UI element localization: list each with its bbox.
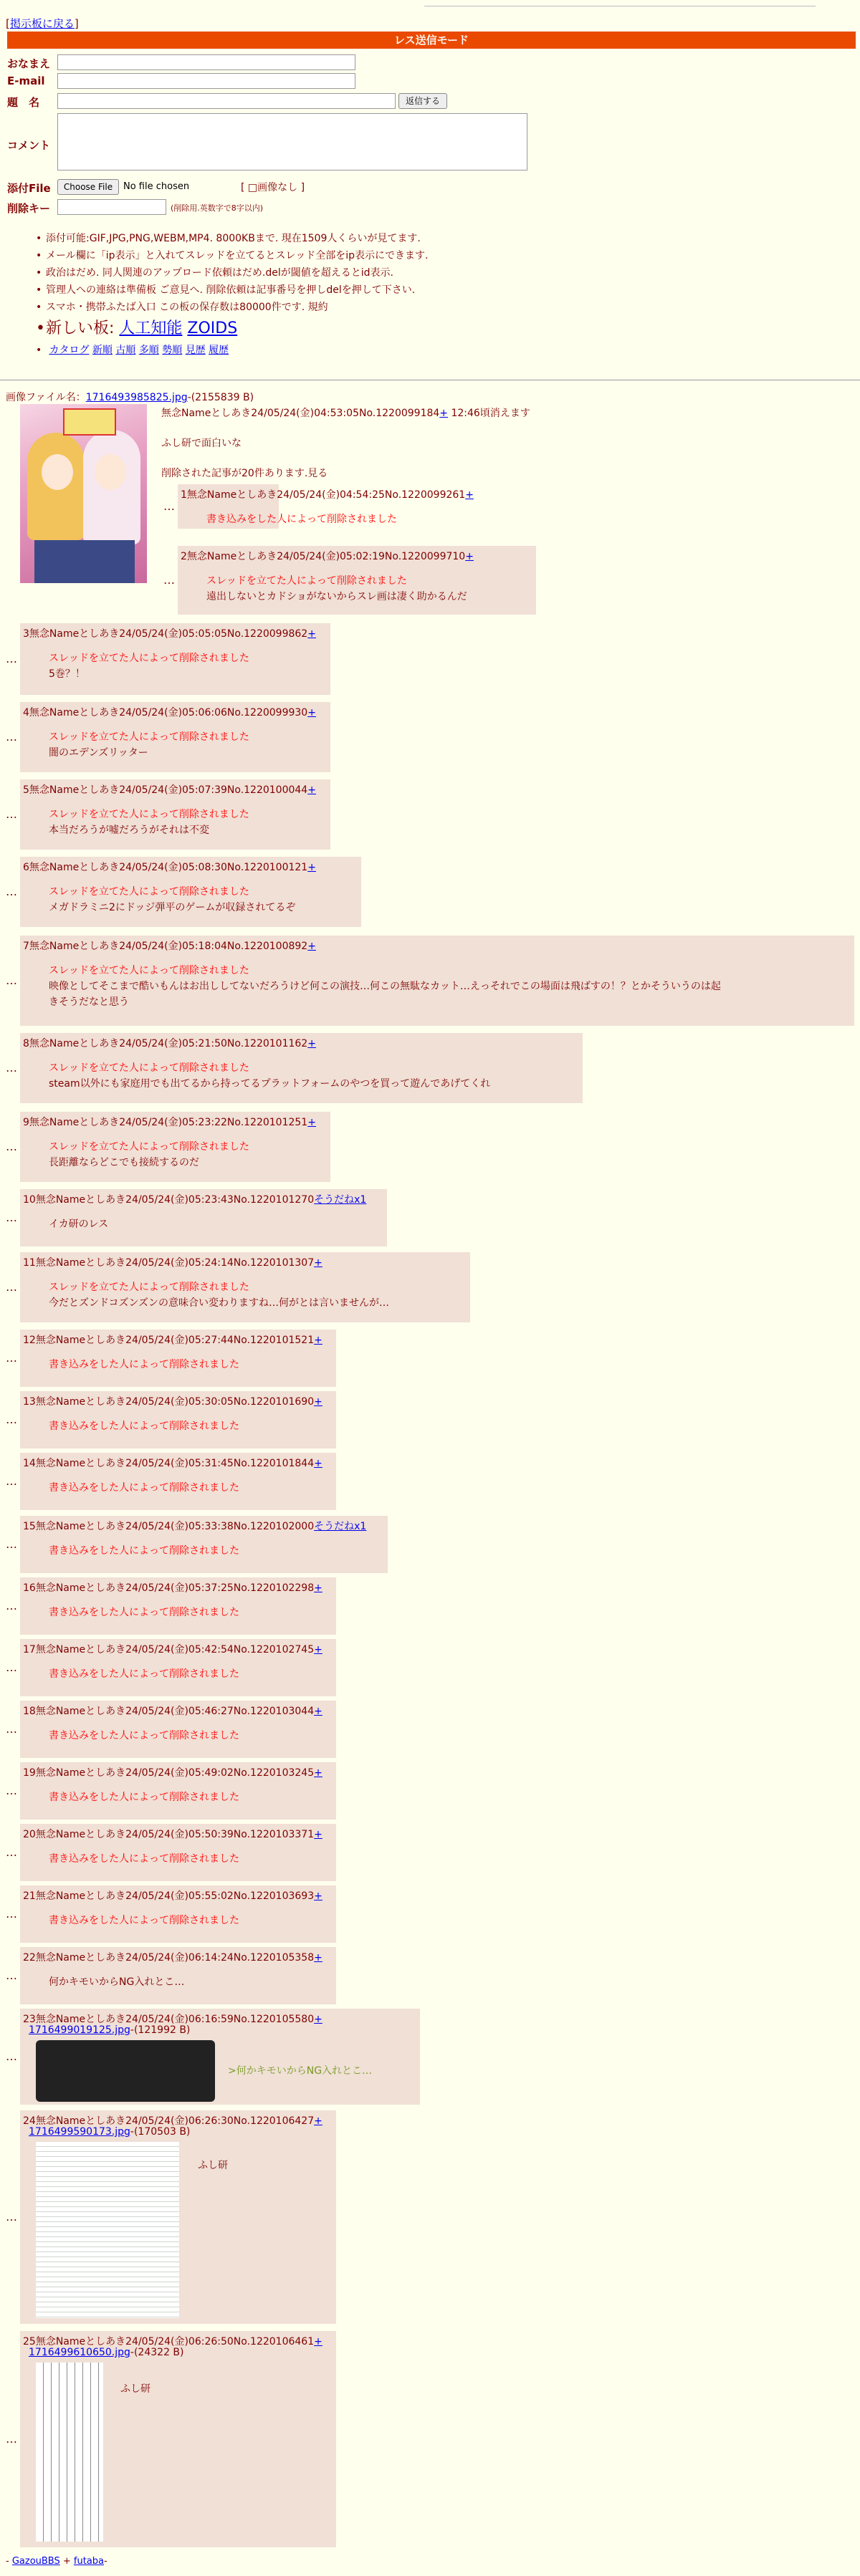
reply-number: 1	[181, 489, 187, 501]
reply-post	[20, 1885, 336, 1943]
reply-meta: 無念Nameとしあき24/05/24(金)05:06:06No.1220099930	[29, 707, 308, 719]
reply-plus-link[interactable]: +	[307, 628, 316, 640]
reply-header	[23, 2334, 322, 2348]
expire-time: 12:46頃消えます	[451, 408, 530, 419]
op-plus-link[interactable]: +	[439, 408, 449, 419]
submit-button[interactable]: 返信する	[398, 93, 447, 109]
reply-file-link[interactable]: 1716499590173.jpg	[29, 2126, 130, 2138]
subject-input[interactable]	[57, 93, 396, 109]
reply-plus-link[interactable]: +	[307, 707, 316, 719]
reply-number: 19	[23, 1767, 36, 1779]
deleted-notice: スレッドを立てた人によって削除されました	[49, 1141, 249, 1153]
reply-plus-link[interactable]: +	[314, 1644, 322, 1655]
deleted-notice: スレッドを立てた人によって削除されました	[49, 809, 249, 820]
reply-meta: 無念Nameとしあき24/05/24(金)05:27:44No.1220101521	[35, 1335, 315, 1346]
reply-plus-link[interactable]: +	[314, 2014, 322, 2025]
reply-number: 11	[23, 1257, 36, 1269]
reply-post	[20, 1112, 330, 1182]
file-status: No file chosen	[123, 181, 190, 192]
op-body: ふし研で面白いな	[161, 438, 242, 449]
reply-plus-link[interactable]: +	[314, 1890, 322, 1902]
reply-plus-link[interactable]: +	[314, 2115, 322, 2127]
reply-number: 15	[23, 1521, 36, 1532]
reply-file-size: -(170503 B)	[130, 2126, 191, 2138]
reply-ellipsis: …	[6, 974, 17, 987]
deleted-notice: 書き込みをした人によって削除されました	[49, 1607, 239, 1618]
reply-post	[20, 2331, 336, 2547]
sodane-link[interactable]: そうだねx1	[314, 1194, 367, 1206]
reply-header	[23, 1332, 322, 1347]
reply-post	[20, 1252, 470, 1322]
history-link[interactable]: 履歴	[209, 345, 229, 356]
reply-plus-link[interactable]: +	[314, 1257, 322, 1269]
reply-ellipsis: …	[6, 1722, 17, 1736]
reply-header	[23, 1456, 322, 1470]
deleted-notice: 書き込みをした人によって削除されました	[49, 1792, 239, 1803]
sort-new-link[interactable]: 新順	[92, 345, 113, 356]
reply-post	[20, 1577, 336, 1635]
reply-file-size: -(121992 B)	[130, 2024, 191, 2036]
reply-text: steam以外にも家庭用でも出てるから持ってるプラットフォームのやつを買って遊んであげてくれ	[49, 1078, 491, 1090]
deleted-notice: スレッドを立てた人によって削除されました	[206, 575, 407, 587]
reply-meta: 無念Nameとしあき24/05/24(金)05:49:02No.1220103245	[35, 1767, 315, 1779]
reply-ellipsis: …	[6, 885, 17, 898]
deleted-notice: スレッドを立てた人によって削除されました	[49, 886, 249, 898]
reply-post	[20, 1639, 336, 1696]
reply-text: 本当だろうが嘘だろうがそれは不変	[49, 825, 209, 836]
reply-meta: 無念Nameとしあき24/05/24(金)05:31:45No.1220101844	[35, 1458, 315, 1469]
reply-header	[23, 1703, 322, 1718]
reply-plus-link[interactable]: +	[314, 2336, 322, 2347]
reply-ellipsis: …	[6, 1061, 17, 1075]
sort-many-link[interactable]: 多順	[138, 345, 159, 356]
reply-header	[23, 626, 316, 640]
reply-file-link[interactable]: 1716499019125.jpg	[29, 2024, 130, 2036]
reply-number: 13	[23, 1396, 36, 1408]
deleted-notice: 書き込みをした人によって削除されました	[206, 514, 397, 525]
deleted-notice: 書き込みをした人によって削除されました	[49, 1915, 239, 1926]
reply-post	[20, 1391, 336, 1448]
reply-meta: 無念Nameとしあき24/05/24(金)05:08:30No.1220100121	[29, 862, 308, 873]
reply-post	[20, 936, 854, 1026]
reply-text: 何かキモいからNG入れとこ…	[49, 1976, 185, 1988]
reply-header	[23, 1394, 322, 1408]
reply-post	[20, 1762, 336, 1820]
reply-post	[20, 1189, 387, 1246]
reply-header	[181, 549, 474, 563]
delete-key-label: 削除キー	[7, 202, 51, 215]
reply-number: 16	[23, 1582, 36, 1594]
reply-post	[20, 857, 361, 927]
deleted-notice: 書き込みをした人によって削除されました	[49, 1853, 239, 1865]
reply-number: 23	[23, 2014, 36, 2025]
reply-number: 9	[23, 1117, 29, 1128]
deleted-notice: スレッドを立てた人によって削除されました	[49, 1062, 249, 1074]
reply-ellipsis: …	[6, 1599, 17, 1613]
reply-plus-link[interactable]: +	[314, 1582, 322, 1594]
op-file-line: 画像ファイル名：1716493985825.jpg-(2155839 B)	[6, 392, 254, 403]
reply-mode-bar: レス送信モード	[7, 32, 856, 49]
reply-ellipsis: …	[6, 2432, 17, 2446]
reply-meta: 無念Nameとしあき24/05/24(金)06:26:30No.1220106427	[35, 2115, 315, 2127]
reply-file-link[interactable]: 1716499610650.jpg	[29, 2347, 130, 2358]
reply-meta: 無念Nameとしあき24/05/24(金)05:05:05No.1220099862	[29, 628, 308, 640]
reply-post	[178, 546, 536, 615]
reply-header	[23, 1192, 366, 1206]
reply-file-line	[29, 2024, 190, 2036]
sort-old-link[interactable]: 古順	[115, 345, 136, 356]
reply-post	[20, 1516, 388, 1573]
note-item: • 添付可能:GIF,JPG,PNG,WEBM,MP4. 8000KBまで. 現在1509人くらいが見てます.	[36, 233, 421, 244]
op-header: 無念Nameとしあき24/05/24(金)04:53:05No.1220099184+ 12:46頃消えます	[161, 408, 530, 419]
reply-header	[23, 1888, 322, 1903]
reply-meta: 無念Nameとしあき24/05/24(金)05:33:38No.1220102000	[35, 1521, 315, 1532]
reply-meta: 無念Nameとしあき24/05/24(金)06:14:24No.1220105358	[35, 1952, 315, 1964]
reply-plus-link[interactable]: +	[465, 489, 474, 501]
deleted-notice: 書き込みをした人によって削除されました	[49, 1730, 239, 1741]
board-link-zoids[interactable]: ZOIDS	[187, 319, 238, 337]
reply-number: 3	[23, 628, 29, 640]
op-file-link[interactable]: 1716493985825.jpg	[85, 392, 188, 403]
reply-number: 4	[23, 707, 29, 719]
reply-meta: 無念Nameとしあき24/05/24(金)05:55:02No.1220103693	[35, 1890, 315, 1902]
reply-ellipsis: …	[6, 807, 17, 821]
reply-ellipsis: …	[6, 1211, 17, 1224]
reply-header	[181, 487, 474, 501]
catalog-link[interactable]: カタログ	[49, 345, 90, 356]
reply-file-size: -(24322 B)	[130, 2347, 184, 2358]
reply-header	[23, 782, 316, 797]
reply-post	[20, 1330, 336, 1387]
reply-header	[23, 1115, 316, 1129]
reply-post	[20, 1033, 583, 1103]
reply-header	[23, 1255, 322, 1269]
reply-ellipsis: …	[6, 1784, 17, 1797]
reply-meta: 無念Nameとしあき24/05/24(金)05:30:05No.1220101690	[35, 1396, 315, 1408]
reply-ellipsis: …	[6, 2049, 17, 2063]
board-link-ai[interactable]: 人工知能	[119, 319, 183, 337]
reply-number: 21	[23, 1890, 36, 1902]
reply-thumbnail[interactable]	[36, 2142, 179, 2318]
reply-number: 14	[23, 1458, 36, 1469]
futaba-link[interactable]: futaba	[73, 2556, 105, 2567]
board-notes	[36, 232, 824, 361]
reply-text: ふし研	[198, 2160, 228, 2171]
reply-text: 今だとズンドコズンズンの意味合い変わりますね…何がとは言いませんが…	[49, 1297, 390, 1309]
note-item: • メール欄に「ip表示」と入れてスレッドを立てるとスレッド全部をip表示にできます.	[36, 250, 429, 261]
deleted-notice: スレッドを立てた人によって削除されました	[49, 653, 249, 664]
reply-number: 10	[23, 1194, 36, 1206]
reply-ellipsis: …	[6, 1969, 17, 1982]
reply-ellipsis: …	[6, 1280, 17, 1294]
choose-file-button[interactable]: Choose File	[57, 179, 119, 195]
no-image-checkbox[interactable]: [ □画像なし ]	[241, 182, 305, 193]
reply-text: 長距離ならどこでも接続するのだ	[49, 1157, 199, 1168]
reply-number: 5	[23, 784, 29, 796]
reply-header	[23, 2012, 322, 2026]
reply-plus-link[interactable]: +	[314, 1767, 322, 1779]
op-post	[161, 405, 530, 480]
viewed-history-link[interactable]: 見歴	[185, 345, 206, 356]
deleted-notice: スレッドを立てた人によって削除されました	[49, 965, 249, 976]
reply-header	[23, 860, 316, 874]
reply-ellipsis: …	[163, 499, 175, 513]
new-board-line: •新しい板: 人工知能 ZOIDS	[36, 319, 238, 337]
reply-number: 17	[23, 1644, 36, 1655]
reply-text: 5巻？！	[49, 668, 85, 680]
email-label: E-mail	[7, 75, 45, 87]
reply-ellipsis: …	[6, 1351, 17, 1365]
name-label: おなまえ	[7, 57, 51, 70]
reply-meta: 無念Nameとしあき24/05/24(金)05:21:50No.1220101162	[29, 1038, 308, 1049]
reply-meta: 無念Nameとしあき24/05/24(金)05:07:39No.1220100044	[29, 784, 308, 796]
reply-number: 12	[23, 1335, 36, 1346]
reply-number: 20	[23, 1829, 36, 1840]
reply-file-line	[29, 2347, 184, 2358]
reply-post	[20, 623, 330, 695]
delete-key-input[interactable]	[57, 199, 166, 215]
reply-text: メガドラミニ2にドッジ弾平のゲームが収録されてるぞ	[49, 902, 296, 913]
reply-meta: 無念Nameとしあき24/05/24(金)05:23:22No.1220101251	[29, 1117, 308, 1128]
name-input[interactable]	[57, 54, 355, 70]
reply-meta: 無念Nameとしあき24/05/24(金)05:42:54No.1220102745	[35, 1644, 315, 1655]
reply-plus-link[interactable]: +	[314, 1829, 322, 1840]
reply-ellipsis: …	[6, 730, 17, 744]
deleted-notice: スレッドを立てた人によって削除されました	[49, 1282, 249, 1293]
reply-thumbnail[interactable]	[36, 2040, 215, 2102]
comment-textarea[interactable]	[57, 113, 527, 170]
reply-file-line	[29, 2126, 190, 2138]
deleted-posts-note[interactable]: 削除された記事が20件あります.見る	[161, 468, 328, 479]
reply-plus-link[interactable]: +	[465, 551, 474, 562]
reply-plus-link[interactable]: +	[314, 1952, 322, 1964]
reply-header	[23, 1519, 366, 1533]
reply-plus-link[interactable]: +	[307, 1117, 316, 1128]
reply-meta: 無念Nameとしあき24/05/24(金)05:50:39No.1220103371	[35, 1829, 315, 1840]
back-to-board-link[interactable]: 掲示板に戻る	[9, 17, 75, 30]
reply-plus-link[interactable]: +	[307, 941, 316, 952]
reply-number: 18	[23, 1706, 36, 1717]
reply-post	[178, 484, 474, 529]
reply-plus-link[interactable]: +	[314, 1396, 322, 1408]
reply-ellipsis: …	[6, 2210, 17, 2224]
reply-header	[23, 938, 316, 953]
comment-label: コメント	[7, 139, 51, 152]
email-input[interactable]	[57, 73, 355, 89]
sort-momentum-link[interactable]: 勢順	[162, 345, 183, 356]
reply-post	[20, 2110, 336, 2324]
reply-header	[23, 1765, 322, 1779]
reply-ellipsis: …	[6, 1845, 17, 1859]
reply-meta: 無念Nameとしあき24/05/24(金)06:16:59No.1220105580	[35, 2014, 315, 2025]
deleted-notice: 書き込みをした人によって削除されました	[49, 1482, 239, 1494]
note-item[interactable]: • 管理人への連絡は準備板 ご意見へ. 削除依頼は記事番号を押しdelを押して下さい.	[36, 284, 416, 296]
reply-number: 2	[181, 551, 187, 562]
reply-plus-link[interactable]: +	[314, 1335, 322, 1346]
reply-meta: 無念Nameとしあき24/05/24(金)05:23:43No.1220101270	[35, 1194, 315, 1206]
delete-key-hint: (削除用.英数字で8字以内)	[171, 203, 264, 213]
reply-ellipsis: …	[6, 1140, 17, 1153]
reply-header	[23, 1580, 322, 1595]
reply-number: 6	[23, 862, 29, 873]
deleted-notice: スレッドを立てた人によって削除されました	[49, 731, 249, 743]
reply-number: 7	[23, 941, 29, 952]
reply-text: 闇のエデンズリッター	[49, 747, 148, 759]
sodane-link[interactable]: そうだねx1	[314, 1521, 367, 1532]
reply-ellipsis: …	[6, 1661, 17, 1674]
reply-header	[23, 1036, 316, 1050]
reply-header	[23, 705, 316, 719]
reply-post	[20, 702, 330, 772]
reply-ellipsis: …	[163, 573, 175, 587]
reply-text: イカ研のレス	[49, 1219, 109, 1230]
reply-post	[20, 1947, 336, 2004]
reply-post	[20, 779, 330, 850]
reply-text: 遠出しないとカドショがないからスレ画は凄く助かるんだ	[206, 591, 467, 602]
file-label: 添付File	[7, 182, 51, 195]
reply-post	[20, 1701, 336, 1758]
reply-ellipsis: …	[6, 1413, 17, 1426]
reply-number: 8	[23, 1038, 29, 1049]
reply-number: 22	[23, 1952, 36, 1964]
reply-meta: 無念Nameとしあき24/05/24(金)04:54:25No.1220099261	[186, 489, 466, 501]
reply-post	[20, 1824, 336, 1881]
reply-ellipsis: …	[6, 652, 17, 665]
reply-number: 25	[23, 2336, 36, 2347]
reply-text: きそうだなと思う	[49, 996, 129, 1008]
reply-plus-link[interactable]: +	[307, 862, 316, 873]
reply-plus-link[interactable]: +	[307, 1038, 316, 1049]
back-link-wrap: [掲示板に戻る]	[6, 17, 79, 30]
reply-plus-link[interactable]: +	[307, 784, 316, 796]
reply-text: ふし研	[120, 2383, 150, 2395]
reply-meta: 無念Nameとしあき24/05/24(金)05:18:04No.1220100892	[29, 941, 308, 952]
reply-ellipsis: …	[6, 1474, 17, 1488]
reply-meta: 無念Nameとしあき24/05/24(金)05:46:27No.1220103044	[35, 1706, 315, 1717]
reply-number: 24	[23, 2115, 36, 2127]
deleted-notice: 書き込みをした人によって削除されました	[49, 1359, 239, 1370]
reply-plus-link[interactable]: +	[314, 1458, 322, 1469]
deleted-notice: 書き込みをした人によって削除されました	[49, 1421, 239, 1432]
reply-header	[23, 1827, 322, 1841]
reply-post	[20, 1453, 336, 1510]
reply-ellipsis: …	[6, 1907, 17, 1921]
deleted-notice: 書き込みをした人によって削除されました	[49, 1668, 239, 1680]
reply-plus-link[interactable]: +	[314, 1706, 322, 1717]
reply-text: 映像としてそこまで酷いもんはお出ししてないだろうけど何この演技…何この無駄なカット…えっそれでこの場面は飛ばすの！？とかそういうのは起	[49, 981, 721, 992]
reply-header	[23, 2113, 322, 2128]
gazoubbs-link[interactable]: GazouBBS	[11, 2556, 60, 2567]
note-item[interactable]: • スマホ・携帯ふたば入口 この板の保存数は80000件です. 規約	[36, 302, 328, 313]
reply-header	[23, 1950, 322, 1964]
reply-meta: 無念Nameとしあき24/05/24(金)05:24:14No.1220101307	[35, 1257, 315, 1269]
footer: - GazouBBS + futaba-	[6, 2556, 108, 2567]
reply-ellipsis: …	[6, 1537, 17, 1551]
reply-post	[20, 2009, 420, 2105]
reply-meta: 無念Nameとしあき24/05/24(金)05:02:19No.1220099710	[186, 551, 466, 562]
quote-text: >何かキモいからNG入れとこ…	[228, 2065, 373, 2077]
catalog-line: • カタログ 新順 古順 多順 勢順 見歴 履歴	[36, 345, 229, 356]
reply-header	[23, 1642, 322, 1656]
reply-thumbnail[interactable]	[36, 2363, 103, 2542]
reply-meta: 無念Nameとしあき24/05/24(金)06:26:50No.1220106461	[35, 2336, 315, 2347]
note-item: • 政治はだめ. 同人関連のアップロード依頼はだめ.delが閾値を超えるとid表示.	[36, 267, 393, 279]
op-thumbnail[interactable]	[20, 404, 147, 583]
deleted-notice: 書き込みをした人によって削除されました	[49, 1545, 239, 1557]
reply-meta: 無念Nameとしあき24/05/24(金)05:37:25No.1220102298	[35, 1582, 315, 1594]
subject-label: 題 名	[7, 96, 40, 109]
